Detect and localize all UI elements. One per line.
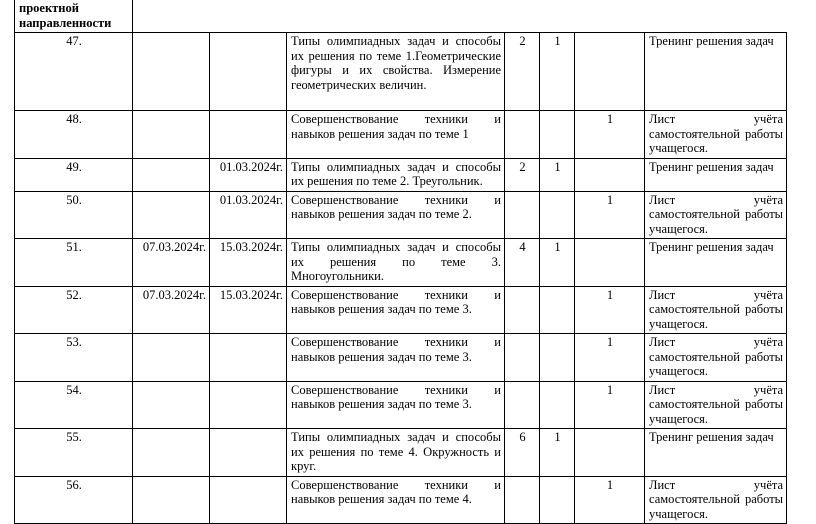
theory-hours-cell: 4	[505, 239, 540, 287]
planned-date-cell	[133, 429, 210, 477]
theory-hours-cell: 2	[505, 33, 540, 111]
control-hours-cell: 1	[575, 286, 645, 334]
planned-date-cell	[133, 111, 210, 159]
actual-date-cell	[210, 334, 287, 382]
actual-date-cell	[210, 111, 287, 159]
row-number-cell: 56.	[15, 476, 133, 524]
header-blank-area	[133, 0, 787, 33]
theory-hours-cell	[505, 476, 540, 524]
control-form-cell: Лист учёта самостоятельной работы учащегося.	[645, 476, 787, 524]
row-number-cell: 50.	[15, 191, 133, 239]
practice-hours-cell	[540, 476, 575, 524]
practice-hours-cell	[540, 381, 575, 429]
actual-date-cell: 01.03.2024г.	[210, 191, 287, 239]
topic-cell: Совершенствование техники и навыков решения задач по теме 1	[287, 111, 505, 159]
theory-hours-cell: 2	[505, 158, 540, 191]
table-row	[15, 158, 787, 191]
practice-hours-cell	[540, 111, 575, 159]
practice-hours-cell	[540, 286, 575, 334]
control-hours-cell	[575, 33, 645, 111]
planned-date-cell: 07.03.2024г.	[133, 286, 210, 334]
table-row	[15, 191, 787, 239]
lesson-plan-table	[14, 0, 787, 524]
column-header-direction	[15, 0, 133, 33]
planned-date-cell: 07.03.2024г.	[133, 239, 210, 287]
actual-date-cell	[210, 429, 287, 477]
topic-cell: Типы олимпиадных задач и способы их решения по теме 1.Геометрические фигуры и их свойства. Измерение геометрических величин.	[287, 33, 505, 111]
control-form-cell: Тренинг решения задач	[645, 158, 787, 191]
theory-hours-cell	[505, 286, 540, 334]
topic-cell: Совершенствование техники и навыков решения задач по теме 4.	[287, 476, 505, 524]
row-number-cell: 55.	[15, 429, 133, 477]
topic-cell: Типы олимпиадных задач и способы их решения по теме 3. Многоугольники.	[287, 239, 505, 287]
row-number-cell: 49.	[15, 158, 133, 191]
row-number-cell: 54.	[15, 381, 133, 429]
table-row	[15, 476, 787, 524]
topic-cell: Типы олимпиадных задач и способы их решения по теме 2. Треугольник.	[287, 158, 505, 191]
control-form-cell: Лист учёта самостоятельной работы учащегося.	[645, 191, 787, 239]
table-row	[15, 286, 787, 334]
topic-cell: Совершенствование техники и навыков решения задач по теме 2.	[287, 191, 505, 239]
planned-date-cell	[133, 158, 210, 191]
row-number-cell: 52.	[15, 286, 133, 334]
theory-hours-cell	[505, 111, 540, 159]
control-form-cell: Тренинг решения задач	[645, 239, 787, 287]
control-form-cell: Лист учёта самостоятельной работы учащегося.	[645, 381, 787, 429]
row-number-cell: 48.	[15, 111, 133, 159]
control-form-cell: Лист учёта самостоятельной работы учащегося.	[645, 286, 787, 334]
planned-date-cell	[133, 476, 210, 524]
practice-hours-cell: 1	[540, 239, 575, 287]
topic-cell: Типы олимпиадных задач и способы их решения по теме 4. Окружность и круг.	[287, 429, 505, 477]
practice-hours-cell: 1	[540, 429, 575, 477]
planned-date-cell	[133, 381, 210, 429]
table-row	[15, 111, 787, 159]
actual-date-cell: 15.03.2024г.	[210, 286, 287, 334]
control-hours-cell	[575, 158, 645, 191]
practice-hours-cell	[540, 334, 575, 382]
row-number-cell: 47.	[15, 33, 133, 111]
table-row	[15, 239, 787, 287]
theory-hours-cell	[505, 191, 540, 239]
control-hours-cell: 1	[575, 111, 645, 159]
topic-cell: Совершенствование техники и навыков решения задач по теме 3.	[287, 334, 505, 382]
planned-date-cell	[133, 33, 210, 111]
table-row	[15, 334, 787, 382]
row-number-cell: 51.	[15, 239, 133, 287]
actual-date-cell	[210, 476, 287, 524]
planned-date-cell	[133, 191, 210, 239]
planned-date-cell	[133, 334, 210, 382]
theory-hours-cell: 6	[505, 429, 540, 477]
practice-hours-cell: 1	[540, 33, 575, 111]
control-form-cell: Лист учёта самостоятельной работы учащегося.	[645, 111, 787, 159]
practice-hours-cell	[540, 191, 575, 239]
actual-date-cell: 01.03.2024г.	[210, 158, 287, 191]
control-form-cell: Лист учёта самостоятельной работы учащегося.	[645, 334, 787, 382]
header-line-2: направленности	[19, 15, 112, 30]
theory-hours-cell	[505, 334, 540, 382]
control-form-cell: Тренинг решения задач	[645, 429, 787, 477]
topic-cell: Совершенствование техники и навыков решения задач по теме 3.	[287, 381, 505, 429]
control-hours-cell: 1	[575, 334, 645, 382]
actual-date-cell	[210, 33, 287, 111]
header-line-1: проектной	[19, 1, 79, 15]
actual-date-cell: 15.03.2024г.	[210, 239, 287, 287]
control-hours-cell	[575, 429, 645, 477]
control-form-cell: Тренинг решения задач	[645, 33, 787, 111]
practice-hours-cell: 1	[540, 158, 575, 191]
table-row	[15, 381, 787, 429]
table-row	[15, 429, 787, 477]
theory-hours-cell	[505, 381, 540, 429]
row-number-cell: 53.	[15, 334, 133, 382]
control-hours-cell: 1	[575, 191, 645, 239]
table-header-fragment-row	[15, 0, 787, 33]
topic-cell: Совершенствование техники и навыков решения задач по теме 3.	[287, 286, 505, 334]
control-hours-cell: 1	[575, 381, 645, 429]
control-hours-cell	[575, 239, 645, 287]
table-row	[15, 33, 787, 111]
actual-date-cell	[210, 381, 287, 429]
control-hours-cell: 1	[575, 476, 645, 524]
